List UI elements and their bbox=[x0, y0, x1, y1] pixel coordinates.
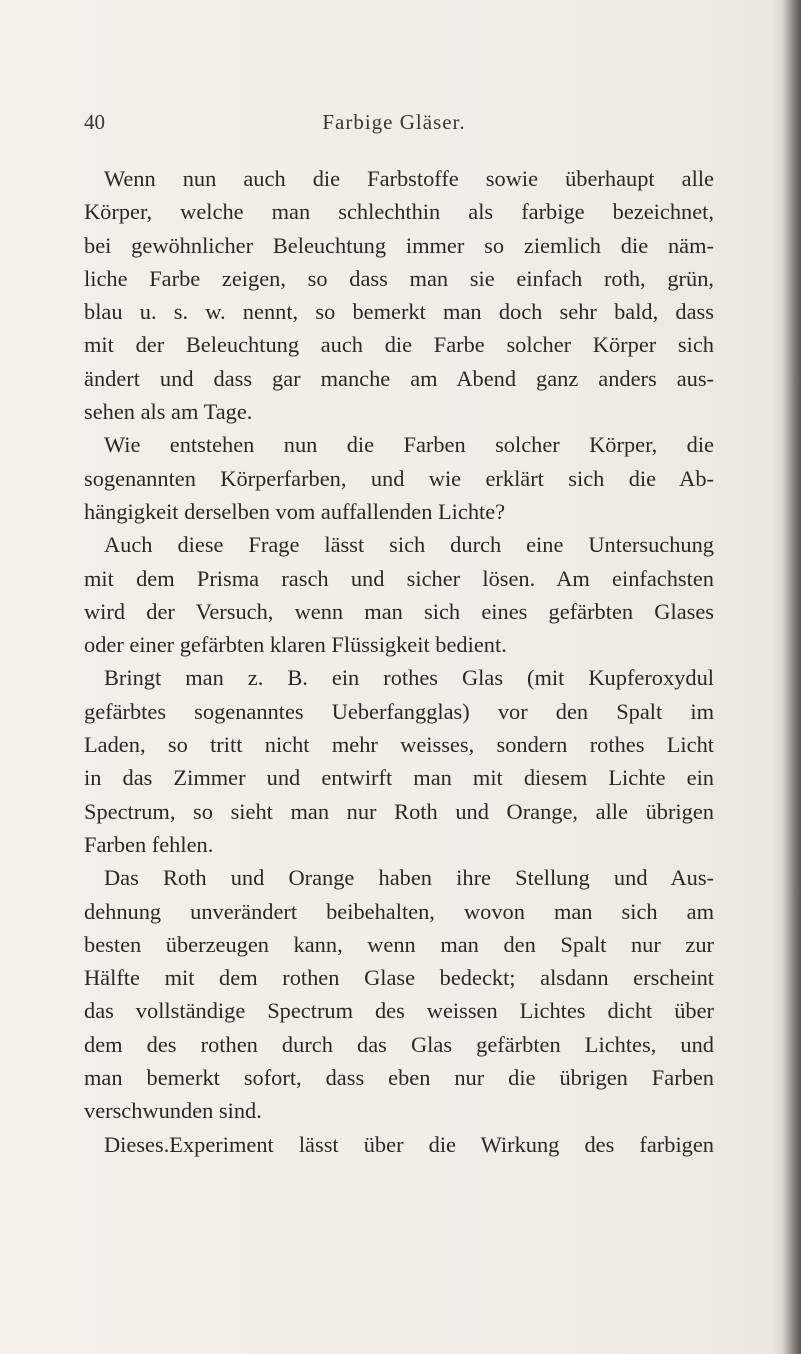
running-head bbox=[84, 110, 704, 142]
text-line: Bringt man z. B. ein rothes Glas (mit Kupferoxydul bbox=[104, 665, 714, 691]
page-number: 40 bbox=[84, 110, 105, 134]
text-line: Wenn nun auch die Farbstoffe sowie überhaupt alle bbox=[104, 166, 714, 191]
text-line: Auch diese Frage lässt sich durch eine Untersuchung bbox=[104, 532, 714, 558]
text-line: Laden, so tritt nicht mehr weisses, sondern rothes Licht bbox=[84, 732, 714, 758]
text-line: dem des rothen durch das Glas gefärbten Lichtes, und bbox=[84, 1031, 714, 1057]
text-line: Das Roth und Orange haben ihre Stellung und Aus- bbox=[104, 865, 714, 891]
text-line: sehen als am Tage. bbox=[84, 399, 253, 425]
text-line: dehnung unverändert beibehalten, wovon man sich am bbox=[84, 898, 714, 924]
spine-shadow bbox=[773, 0, 801, 1354]
text-line: verschwunden sind. bbox=[84, 1098, 262, 1124]
text-line: oder einer gefärbten klaren Flüssigkeit bedient. bbox=[84, 632, 507, 658]
text-line: liche Farbe zeigen, so dass man sie einfach roth, grün, bbox=[84, 265, 714, 291]
text-line: ändert und dass gar manche am Abend ganz anders aus- bbox=[84, 365, 714, 391]
text-line: mit dem Prisma rasch und sicher lösen. Am einfachsten bbox=[84, 565, 714, 591]
text-line: Wie entstehen nun die Farben solcher Körper, die bbox=[104, 432, 714, 458]
running-title: Farbige Gläser. bbox=[322, 110, 466, 134]
text-line: besten überzeugen kann, wenn man den Spalt nur zur bbox=[84, 931, 714, 957]
text-line: das vollständige Spectrum des weissen Lichtes dicht über bbox=[84, 998, 714, 1024]
text-line: Dieses.Experiment lässt über die Wirkung des farbigen bbox=[104, 1131, 714, 1157]
text-line: in das Zimmer und entwirft man mit diesem Lichte ein bbox=[84, 765, 714, 791]
text-line: bei gewöhnlicher Beleuchtung immer so ziemlich die näm- bbox=[84, 232, 714, 258]
text-line: Farben fehlen. bbox=[84, 831, 214, 857]
text-line: blau u. s. w. nennt, so bemerkt man doch sehr bald, dass bbox=[84, 299, 714, 325]
text-line: Hälfte mit dem rothen Glase bedeckt; alsdann erscheint bbox=[84, 965, 714, 991]
text-line: man bemerkt sofort, dass eben nur die übrigen Farben bbox=[84, 1065, 714, 1091]
text-line: mit der Beleuchtung auch die Farbe solcher Körper sich bbox=[84, 332, 714, 358]
text-line: sogenannten Körperfarben, und wie erklärt sich die Ab- bbox=[84, 465, 714, 491]
text-line: Spectrum, so sieht man nur Roth und Orange, alle übrigen bbox=[84, 798, 714, 824]
text-line: hängigkeit derselben vom auffallenden Lichte? bbox=[84, 498, 506, 524]
text-line: Körper, welche man schlechthin als farbige bezeichnet, bbox=[84, 199, 714, 225]
text-line: wird der Versuch, wenn man sich eines gefärbten Glases bbox=[84, 598, 714, 624]
text-line: gefärbtes sogenanntes Ueberfangglas) vor den Spalt im bbox=[84, 698, 714, 724]
body-text bbox=[84, 162, 714, 1161]
